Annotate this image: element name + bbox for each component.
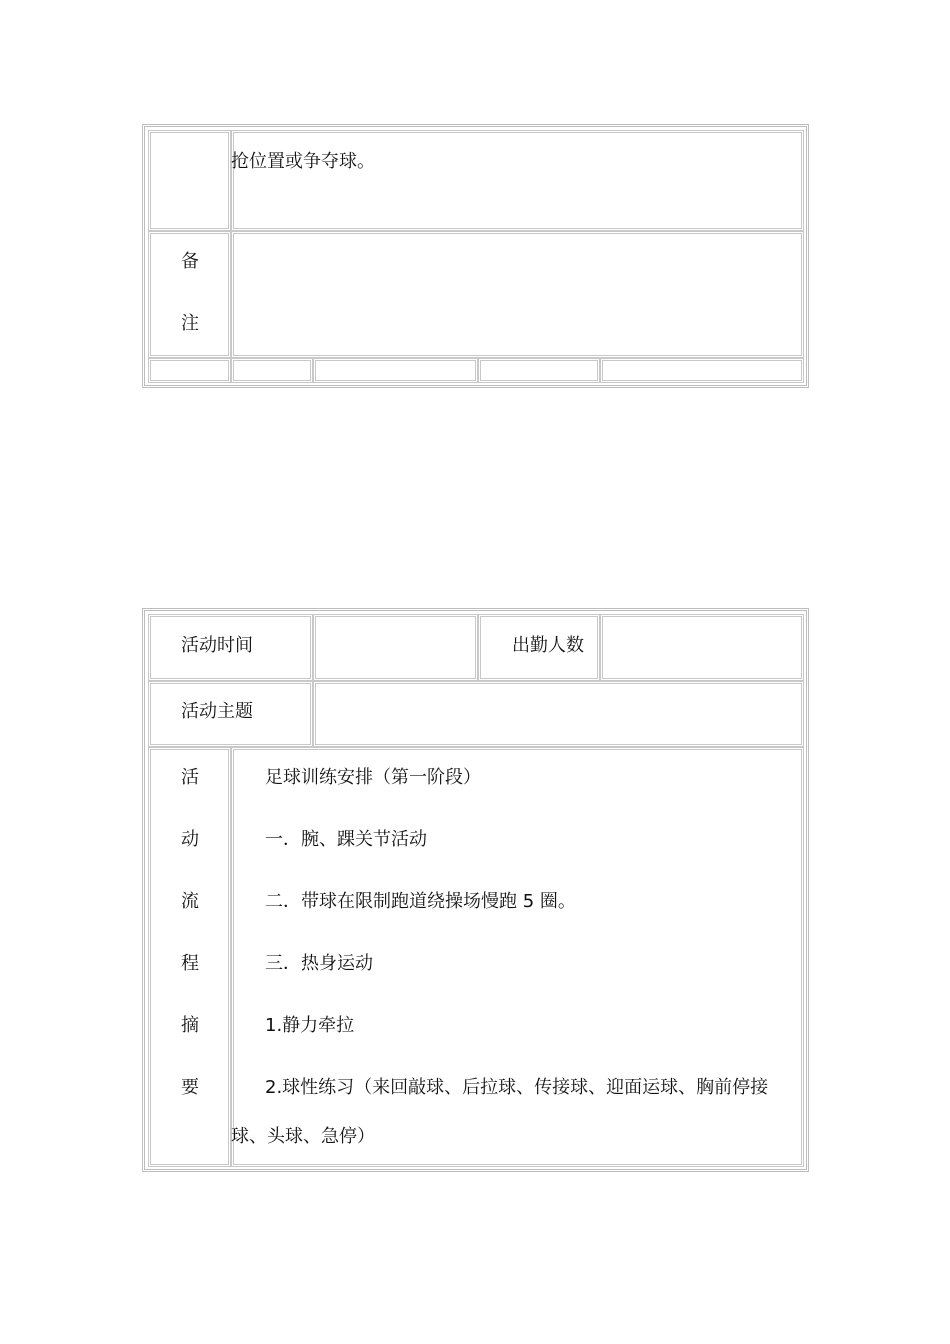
attendance-label-cell: [478, 614, 600, 681]
activity-theme-label: 活动主题: [181, 701, 253, 722]
remarks-label-cell: [148, 231, 231, 358]
table1-label-cell-empty: [148, 130, 231, 231]
activity-time-label: 活动时间: [181, 635, 253, 656]
process-line: 1.静力牵拉: [265, 1015, 355, 1036]
process-line: 足球训练安排（第一阶段）: [265, 767, 481, 788]
activity-theme-label-cell: [148, 681, 313, 747]
process-summary-content-cell: [231, 747, 804, 1167]
table1-footer-cell: [478, 358, 600, 383]
remarks-label-char: 备: [181, 251, 199, 272]
attendance-value-cell: [600, 614, 804, 681]
process-label-char: 活: [181, 767, 199, 788]
process-label-char: 流: [181, 891, 199, 912]
table1-content-cell: [231, 130, 804, 231]
process-label-char: 程: [181, 953, 199, 974]
process-line: 三．热身运动: [265, 953, 373, 974]
remarks-content-cell: [231, 231, 804, 358]
process-line: 一．腕、踝关节活动: [265, 829, 427, 850]
process-line: 2.球性练习（来回敲球、后拉球、传接球、迎面运球、胸前停接: [265, 1077, 769, 1098]
process-label-char: 动: [181, 829, 199, 850]
remarks-label-char: 注: [181, 313, 199, 334]
activity-theme-value-cell: [313, 681, 804, 747]
process-summary-label-cell: [148, 747, 231, 1167]
table1-content-text: 抢位置或争夺球。: [231, 151, 375, 172]
attendance-label: 出勤人数: [512, 635, 584, 656]
table-continued: [142, 124, 809, 388]
activity-record-table: [142, 608, 809, 1172]
process-label-char: 要: [181, 1077, 199, 1098]
table1-footer-cell: [231, 358, 313, 383]
process-line: 二．带球在限制跑道绕操场慢跑 5 圈。: [265, 891, 576, 912]
process-label-char: 摘: [181, 1015, 199, 1036]
activity-time-label-cell: [148, 614, 313, 681]
table1-footer-cell: [148, 358, 231, 383]
table1-footer-cell: [600, 358, 804, 383]
activity-time-value-cell: [313, 614, 478, 681]
process-line: 球、头球、急停）: [231, 1126, 375, 1147]
table1-footer-cell: [313, 358, 478, 383]
